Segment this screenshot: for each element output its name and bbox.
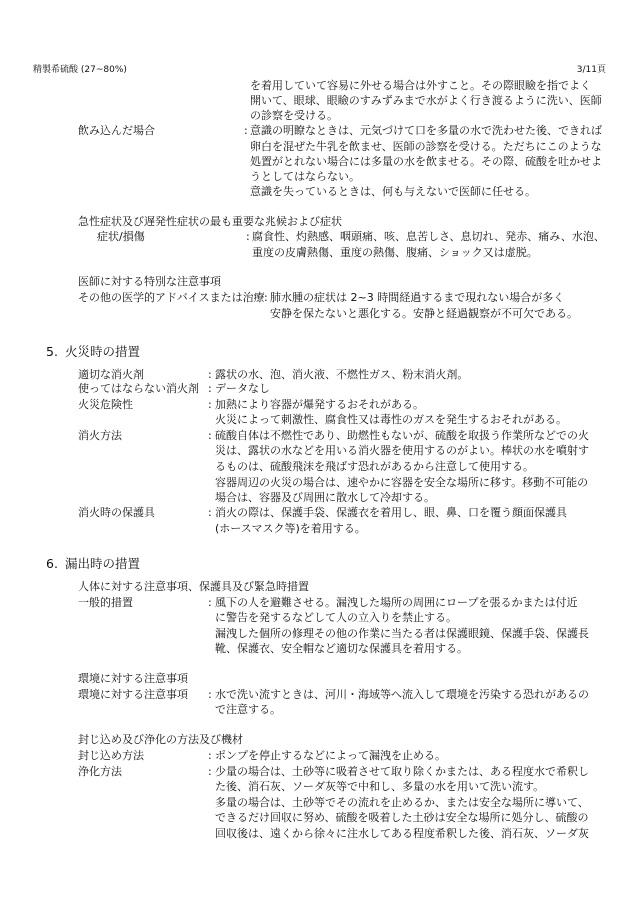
- document-title: 精製希硫酸 (27~80%): [33, 65, 127, 75]
- s5-item-text: 硫酸自体は不燃性であり、助燃性もないが、硫酸を取扱う作業所などでの火: [215, 429, 589, 442]
- page-number: 3/11頁: [576, 65, 606, 75]
- personal-text: 靴、保護衣、安全帽など適切な保護具を着用する。: [215, 642, 468, 655]
- s5-item-label: 消火方法: [78, 429, 122, 442]
- section-6-number: 6.: [46, 556, 58, 571]
- separator: :: [208, 398, 212, 411]
- eye-text-line: 開いて、眼球、眼瞼のすみずみまで水がよく行き渡るように洗い、医師: [250, 94, 602, 107]
- separator: :: [208, 368, 212, 381]
- symptoms-text-line: 重度の皮膚熱傷、重度の熱傷、腹痛、ショック又は虚脱。: [252, 246, 538, 259]
- ingestion-text-line: 意識の明瞭なときは、元気づけて口を多量の水で洗わせた後、できれば: [250, 124, 602, 137]
- s5-item-label: 適切な消火剤: [78, 368, 144, 381]
- separator: :: [208, 382, 212, 395]
- separator: :: [208, 749, 212, 762]
- ingestion-label: 飲み込んだ場合: [78, 124, 155, 137]
- symptoms-label: 症状/損傷: [97, 230, 145, 243]
- environment-text: 水で洗い流すときは、河川・海域等へ流入して環境を汚染する恐れがあるの: [215, 688, 589, 701]
- s5-item-text: 場合は、容器及び周囲に散水して冷却する。: [215, 491, 435, 504]
- s5-item-text: 災は、露状の水などを用いる消火器を使用するのがよい。棒状の水を噴射す: [215, 444, 589, 457]
- personal-heading: 人体に対する注意事項、保護具及び緊急時措置: [78, 580, 309, 593]
- physician-label: その他の医学的アドバイスまたは治療: [78, 291, 265, 304]
- s5-item-text: 消火の際は、保護手袋、保護衣を着用し、眼、鼻、口を覆う顔面保護具: [215, 506, 567, 519]
- eye-text-line: の診察を受ける。: [250, 109, 338, 122]
- section-5-title: 火災時の措置: [65, 344, 141, 359]
- cleanup-text: 多量の場合は、土砂等でその流れを止めるか、または安全な場所に導いて、: [215, 796, 589, 809]
- ingestion-text-line: 処置がとれない場合には多量の水を飲ませる。その際、硫酸を吐かせよ: [250, 155, 602, 168]
- separator: :: [208, 429, 212, 442]
- personal-label: 一般的措置: [78, 596, 133, 609]
- cleanup-text: できるだけ回収に努め、硫酸を吸着した土砂は安全な場所に処分し、硫酸の: [215, 811, 589, 824]
- environment-text: で注意する。: [215, 703, 281, 716]
- ingestion-text-line: うとしてはならない。: [250, 170, 360, 183]
- s5-item-text: 容器周辺の火災の場合は、速やかに容器を安全な場所に移す。移動不可能の: [215, 476, 589, 489]
- separator: :: [208, 688, 212, 701]
- section-6-title: 漏出時の措置: [65, 556, 141, 571]
- symptoms-heading: 急性症状及び遅発性症状の最も重要な兆候および症状: [78, 215, 342, 228]
- personal-text: 漏洩した個所の修理その他の作業に当たる者は保護眼鏡、保護手袋、保護長: [215, 627, 589, 640]
- containment-heading: 封じ込め及び浄化の方法及び機材: [78, 733, 243, 746]
- environment-label: 環境に対する注意事項: [78, 688, 188, 701]
- physician-text-line: 肺水腫の症状は 2~3 時間経過するまで現れない場合が多く: [270, 291, 565, 304]
- personal-text: に警告を発するなどして人の立入りを禁止する。: [215, 611, 457, 624]
- separator: :: [208, 506, 212, 519]
- eye-text-line: を着用していて容易に外せる場合は外すこと。その際眼瞼を指でよく: [250, 79, 591, 92]
- section-5-number: 5.: [46, 344, 58, 359]
- cleanup-label: 浄化方法: [78, 765, 122, 778]
- ingestion-text-line: 意識を失っているときは、何も与えないで医師に任せる。: [250, 185, 536, 198]
- containment-label: 封じ込め方法: [78, 749, 144, 762]
- ingestion-text-line: 卵白を混ぜた牛乳を飲ませ、医師の診察を受ける。ただちにこのような: [250, 140, 602, 153]
- separator: :: [246, 230, 250, 243]
- cleanup-text: 少量の場合は、土砂等に吸着させて取り除くかまたは、ある程度水で希釈し: [215, 765, 589, 778]
- containment-text: ポンプを停止するなどによって漏洩を止める。: [215, 749, 446, 762]
- s5-item-text: るものは、硫酸飛沫を飛ばす恐れがあるから注意して使用する。: [215, 460, 534, 473]
- cleanup-text: 回収後は、遠くから徐々に注水してある程度希釈した後、消石灰、ソーダ灰: [215, 827, 589, 840]
- s5-item-text: 火災によって刺激性、腐食性又は毒性のガスを発生するおそれがある。: [215, 413, 567, 426]
- s5-item-label: 火災危険性: [78, 398, 133, 411]
- separator: :: [208, 596, 212, 609]
- separator: :: [244, 124, 248, 137]
- environment-heading: 環境に対する注意事項: [78, 672, 188, 685]
- symptoms-text-line: 腐食性、灼熱感、咽頭痛、咳、息苦しさ、息切れ、発赤、痛み、水泡、: [252, 230, 605, 243]
- s5-item-text: 加熱により容器が爆発するおそれがある。: [215, 398, 424, 411]
- physician-text-line: 安静を保たないと悪化する。安静と経過観察が不可欠である。: [270, 307, 578, 320]
- personal-text: 風下の人を避難させる。漏洩した場所の周囲にロープを張るかまたは付近: [215, 596, 578, 609]
- s5-item-label: 消火時の保護具: [78, 506, 155, 519]
- physician-heading: 医師に対する特別な注意事項: [78, 275, 221, 288]
- separator: :: [208, 765, 212, 778]
- cleanup-text: た後、消石灰、ソーダ灰等で中和し、多量の水を用いて洗い流す。: [215, 780, 545, 793]
- s5-item-text: (ホースマスク等)を着用する。: [215, 522, 366, 535]
- s5-item-text: 露状の水、泡、消火液、不燃性ガス、粉末消火剤。: [215, 368, 469, 381]
- separator: :: [264, 291, 268, 304]
- s5-item-text: データなし: [215, 382, 270, 395]
- s5-item-label: 使ってはならない消火剤: [78, 382, 199, 395]
